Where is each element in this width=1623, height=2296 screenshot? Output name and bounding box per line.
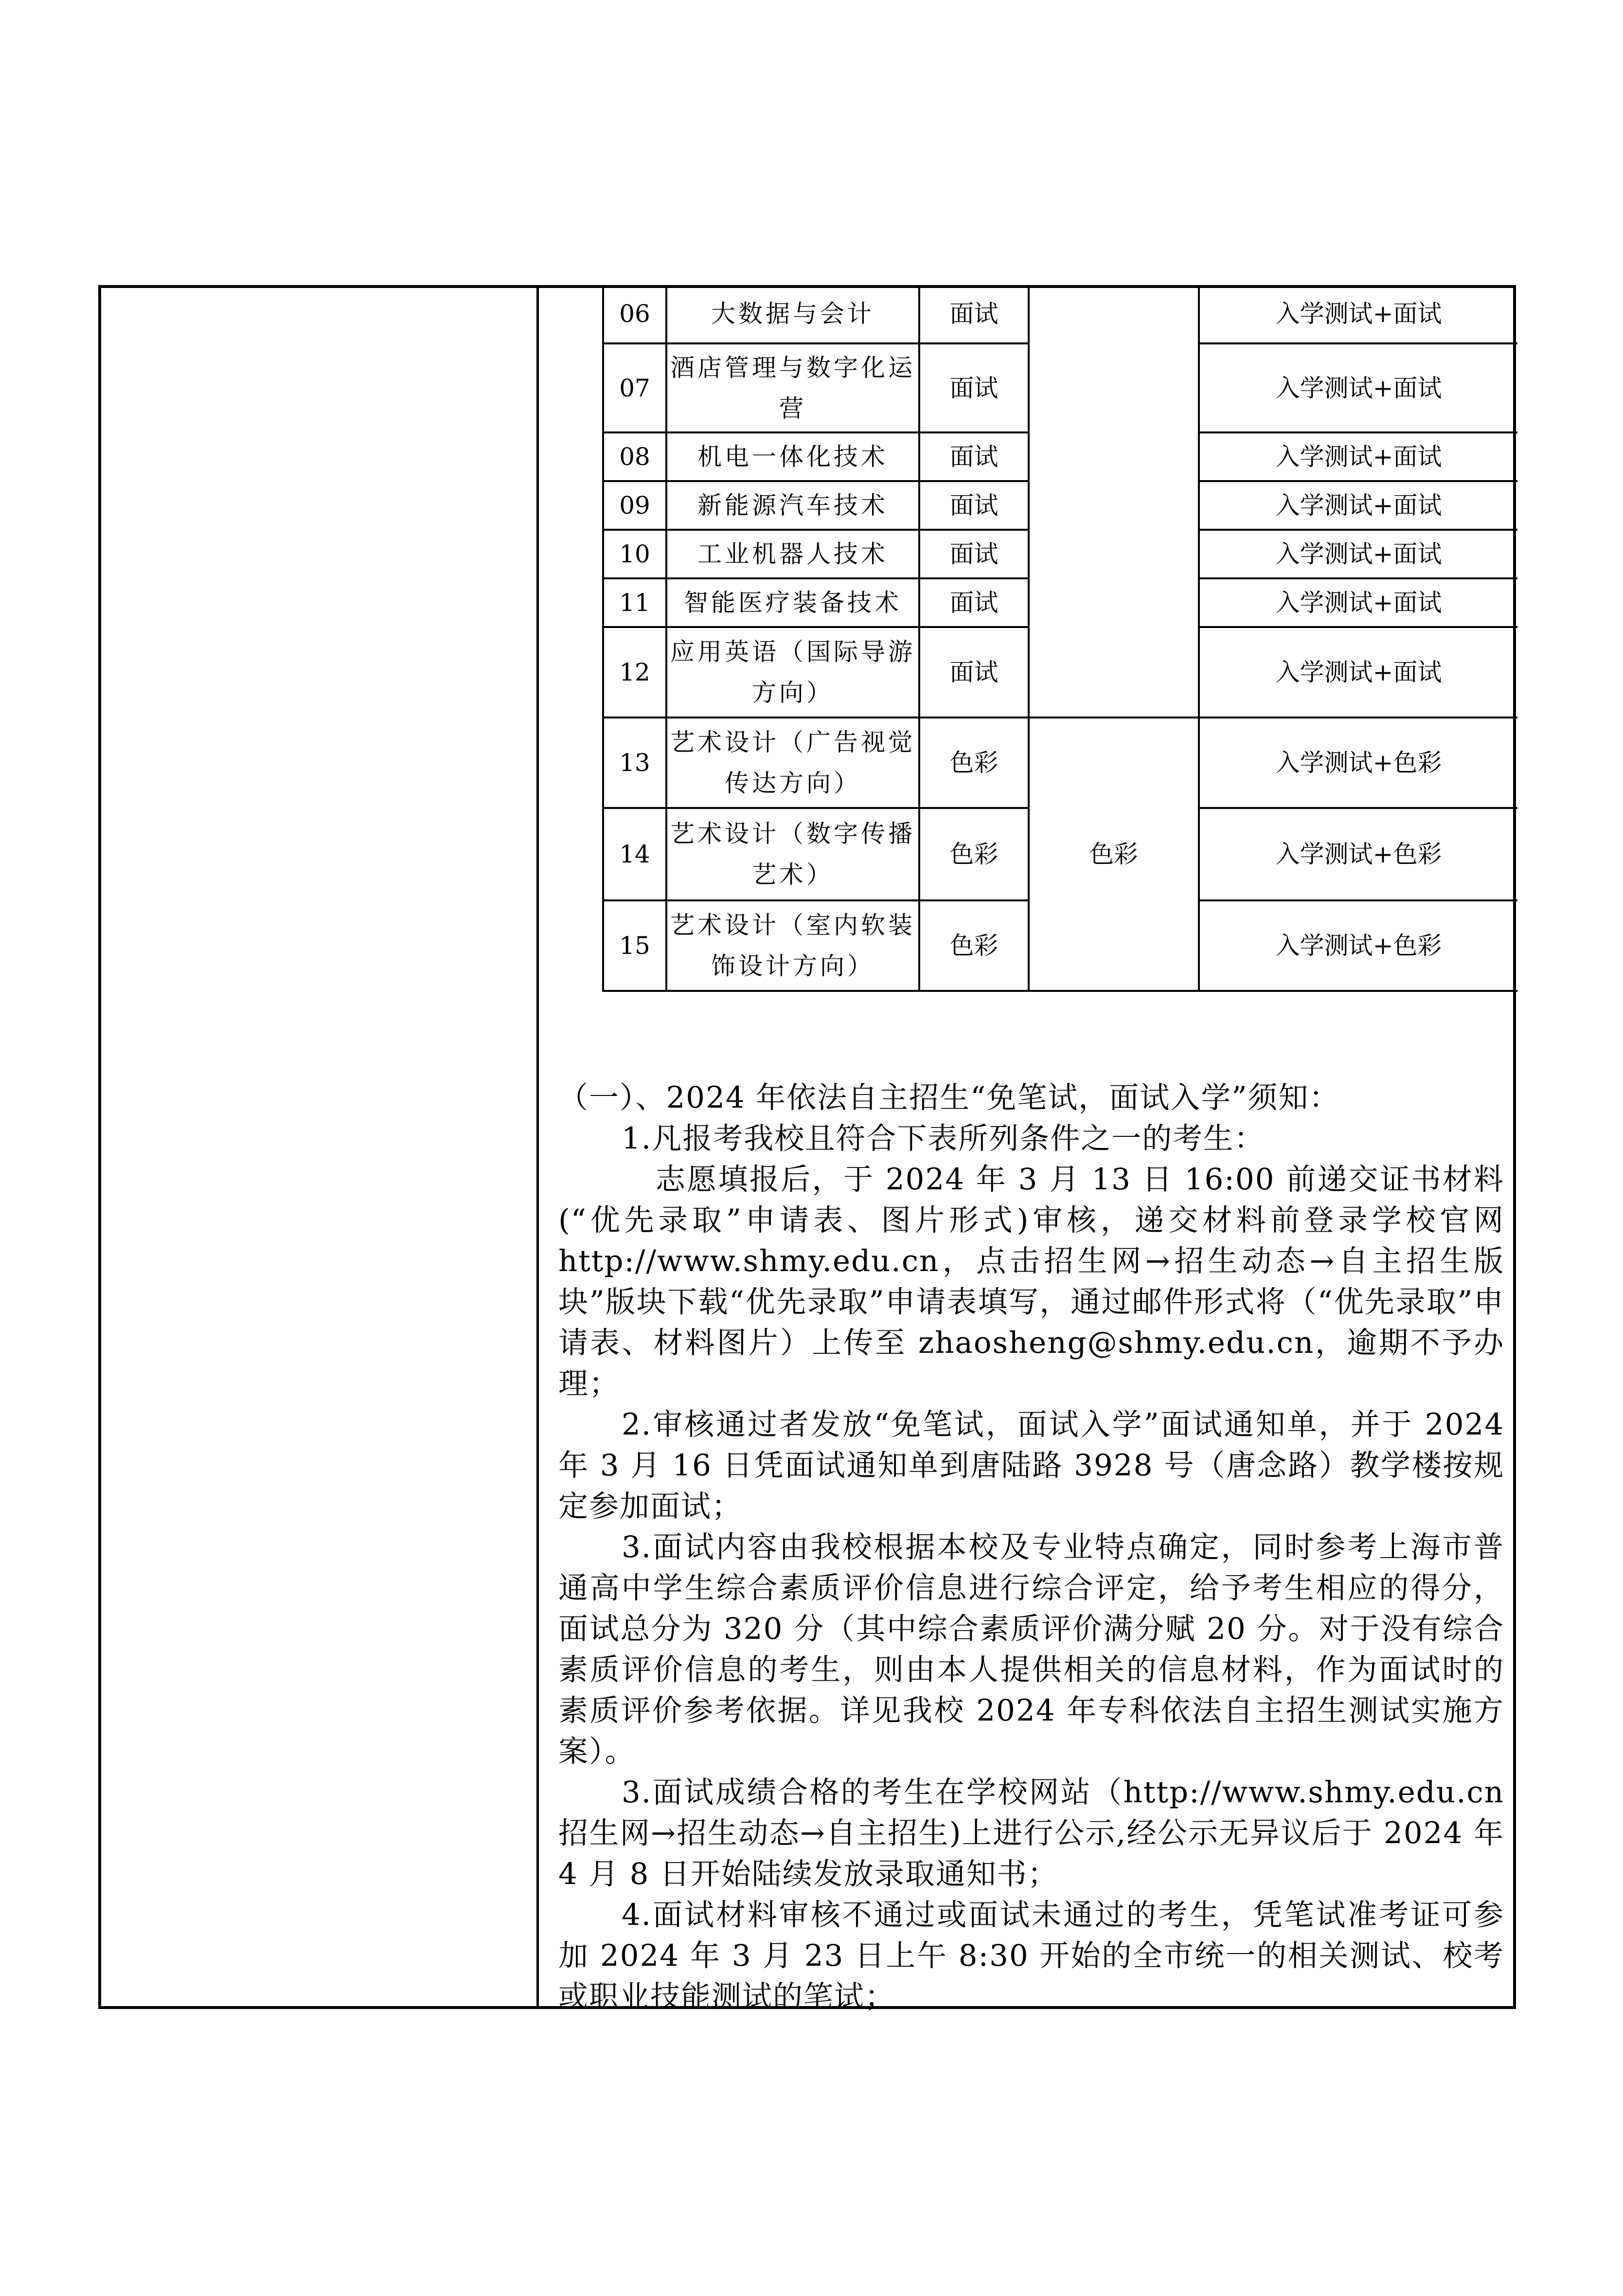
major-method: 入学测试+面试: [1199, 285, 1517, 343]
major-exam: 面试: [919, 481, 1029, 530]
major-code: 09: [603, 481, 666, 530]
major-exam: 色彩: [919, 900, 1029, 991]
major-code: 14: [603, 808, 666, 900]
major-name: 智能医疗装备技术: [666, 578, 919, 627]
major-exam: 色彩: [919, 808, 1029, 900]
notice-item-2: 2.审核通过者发放“免笔试，面试入学”面试通知单，并于 2024 年 3 月 16 日凭面试通知单到唐陆路 3928 号（唐念路）教学楼按规定参加面试；: [558, 1407, 1504, 1524]
column-divider: [536, 285, 539, 2009]
major-method: 入学测试+面试: [1199, 343, 1517, 432]
major-code: 13: [603, 718, 666, 808]
major-method: 入学测试+面试: [1199, 530, 1517, 578]
major-method: 入学测试+面试: [1199, 578, 1517, 627]
major-exam: 面试: [919, 578, 1029, 627]
table-row: [603, 718, 1517, 808]
major-name: 大数据与会计: [666, 285, 919, 343]
major-code: 12: [603, 627, 666, 718]
merged-blank-cell: [1029, 285, 1199, 718]
majors-table: [602, 285, 1517, 992]
major-name: 艺术设计（广告视觉传达方向）: [666, 718, 919, 808]
major-name: 新能源汽车技术: [666, 481, 919, 530]
major-name: 机电一体化技术: [666, 432, 919, 481]
major-method: 入学测试+面试: [1199, 432, 1517, 481]
major-name: 艺术设计（室内软装饰设计方向）: [666, 900, 919, 991]
major-name: 酒店管理与数字化运营: [666, 343, 919, 432]
major-code: 10: [603, 530, 666, 578]
admission-notice: [558, 1077, 1504, 2017]
notice-item-3: 3.面试内容由我校根据本校及专业特点确定，同时参考上海市普通高中学生综合素质评价信息进行综合评定，给予考生相应的得分，面试总分为 320 分（其中综合素质评价满分赋 20 分。对于没有综合素质评价信息的考生，则由本人提供相关的信息材料，作为面试时的素质评价参考依据。详见我校 2024 年专科依法自主招生测试实施方案）。: [558, 1530, 1504, 1769]
major-exam: 面试: [919, 530, 1029, 578]
major-name: 艺术设计（数字传播艺术）: [666, 808, 919, 900]
major-method: 入学测试+色彩: [1199, 900, 1517, 991]
table-row: [603, 285, 1517, 343]
notice-item-4: 4.面试材料审核不通过或面试未通过的考生，凭笔试准考证可参加 2024 年 3 月 23 日上午 8:30 开始的全市统一的相关测试、校考或职业技能测试的笔试；: [558, 1898, 1504, 2014]
notice-item-submission: 志愿填报后，于 2024 年 3 月 13 日 16:00 前递交证书材料(“优先录取”申请表、图片形式)审核，递交材料前登录学校官网 http://www.shmy.edu.cn，点击招生网→招生动态→自主招生版块”版块下载“优先录取”申请表填写，通过邮件形式将（“优先录取”申请表、材料图片）上传至 zhaosheng@shmy.edu.cn，逾期不予办理；: [558, 1162, 1504, 1401]
major-method: 入学测试+色彩: [1199, 718, 1517, 808]
major-code: 11: [603, 578, 666, 627]
major-method: 入学测试+面试: [1199, 481, 1517, 530]
major-name: 应用英语（国际导游方向）: [666, 627, 919, 718]
major-method: 入学测试+色彩: [1199, 808, 1517, 900]
major-method: 入学测试+面试: [1199, 627, 1517, 718]
major-exam: 面试: [919, 432, 1029, 481]
major-exam: 面试: [919, 343, 1029, 432]
major-code: 15: [603, 900, 666, 991]
merged-exam-art: 色彩: [1029, 718, 1199, 991]
major-code: 08: [603, 432, 666, 481]
notice-heading: （一）、2024 年依法自主招生“免笔试，面试入学”须知：: [558, 1080, 1340, 1115]
notice-item-1: 1.凡报考我校且符合下表所列条件之一的考生：: [622, 1121, 1265, 1156]
major-exam: 面试: [919, 627, 1029, 718]
major-code: 06: [603, 285, 666, 343]
major-name: 工业机器人技术: [666, 530, 919, 578]
major-exam: 面试: [919, 285, 1029, 343]
notice-item-3b: 3.面试成绩合格的考生在学校网站（http://www.shmy.edu.cn 招生网→招生动态→自主招生)上进行公示,经公示无异议后于 2024 年 4 月 8 日开始陆续发放录取通知书；: [558, 1775, 1504, 1891]
major-code: 07: [603, 343, 666, 432]
major-exam: 色彩: [919, 718, 1029, 808]
